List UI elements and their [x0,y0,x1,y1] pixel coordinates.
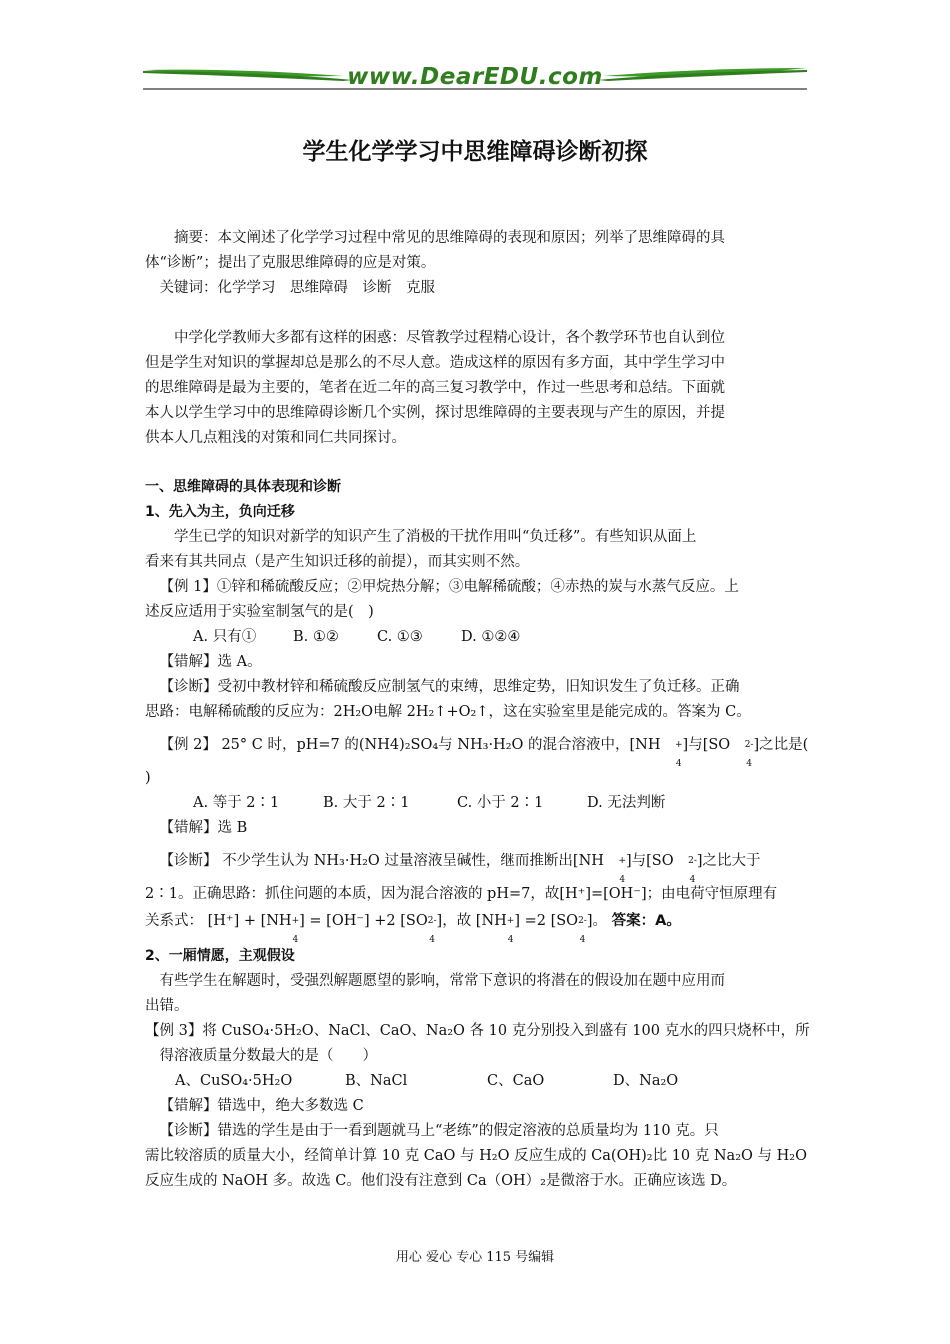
abstract-line: 摘要：本文阐述了化学学习过程中常见的思维障碍的表现和原因；列举了思维障碍的具 [174,230,725,246]
example-1-question: 【例 1】①锌和稀硫酸反应；②甲烷热分解；③电解稀硫酸；④赤热的炭与水蒸气反应。上 [159,579,739,595]
paragraph-line: 出错。 [145,998,189,1014]
ion-nh4: + 4 [506,916,515,945]
ion-nh4: + 4 [618,856,626,885]
ion-so4: $^{2-}$ 4 [427,916,437,945]
option: A. 等于 2∶1 [193,795,280,811]
diagnosis-line: 2∶1。正确思路：抓住问题的本质，因为混合溶液的 pH=7，故[H⁺]=[OH⁻]；由电荷守恒原理有 [145,886,778,902]
subsection-heading: 1、先入为主，负向迁移 [145,504,295,520]
subsection-heading: 2、一厢情愿，主观假设 [145,948,295,964]
option: A、CuSO₄·5H₂O [175,1073,293,1089]
intro-line: 本人以学生学习中的思维障碍诊断几个实例，探讨思维障碍的主要表现与产生的原因，并提 [145,405,725,421]
example-3-question: 得溶液质量分数最大的是（ ） [159,1048,377,1064]
example-1-options [145,625,810,650]
diagnosis-line: 思路：电解稀硫酸的反应为：2H₂O电解 2H₂↑+O₂↑，这在实验室里是能完成的。答案为 C。 [145,704,751,720]
option: B、NaCl [345,1073,408,1089]
ion-nh4: + 4 [291,916,300,945]
intro-line: 中学化学教师大多都有这样的困惑：尽管教学过程精心设计，各个教学环节也自认到位 [174,330,725,346]
paragraph-line: 看来有其共同点（是产生知识迁移的前提），而其实则不然。 [145,554,530,570]
wrong-answer: 【错解】选 A。 [159,654,262,670]
option: C. 小于 2∶1 [457,795,544,811]
page-footer: 用心 爱心 专心 115 号编辑 [395,1250,555,1265]
example-3-options [145,1069,810,1094]
option: C、CaO [487,1073,545,1089]
site-banner [143,62,807,92]
option: D、Na₂O [613,1073,679,1089]
diagnosis-line: 【诊断】受初中教材锌和稀硫酸反应制氢气的束缚，思维定势，旧知识发生了负迁移。正确 [159,679,740,695]
ion-nh4: + 4 [675,740,683,769]
option: B. ①② [293,629,339,645]
abstract-line: 体“诊断”；提出了克服思维障碍的应是对策。 [145,255,436,271]
intro-line: 供本人几点粗浅的对策和同仁共同探讨。 [145,430,406,446]
option: D. ①②④ [461,629,521,645]
example-2-question: 【例 2】 25° C 时，pH=7 的(NH4)₂SO₄与 NH₃·H₂O 的混合溶液中，[NH + 4 ]与[SO $^{2-}$ 4 ]之比是( [145,725,810,766]
diagnosis-line: 需比较溶质的质量大小，经简单计算 10 克 CaO 与 H₂O 反应生成的 Ca(OH)₂比 10 克 Na₂O 与 H₂O [145,1148,807,1164]
diagnosis-line: 关系式： [H⁺] + [NH+ 4 ] = [OH⁻] +2 [$SO^{2-}$ 4 ]，故 [NH+ 4 ] =2 [$SO^{2-}$ 4 ]。 答案：A。 [145,901,810,942]
answer: 答案：A。 [611,913,681,929]
document-body [145,226,810,1194]
diagnosis-line: 【诊断】 不少学生认为 NH₃·H₂O 过量溶液呈碱性，继而推断出[NH + 4 ]与[SO $^{2-}$ 4 ]之比大于 [145,841,810,882]
wrong-answer: 【错解】选 B [159,820,248,836]
option: C. ①③ [377,629,423,645]
intro-line: 但是学生对知识的掌握却总是那么的不尽人意。造成这样的原因有多方面，其中学生学习中 [145,355,725,371]
example-1-question: 述反应适用于实验室制氢气的是( ) [145,604,374,620]
keywords: 关键词：化学学习 思维障碍 诊断 克服 [159,280,435,296]
ion-so4: $^{2-}$ 4 [578,916,587,945]
page-title: 学生化学学习中思维障碍诊断初探 [302,139,648,165]
diagnosis-line: 【诊断】错选的学生是由于一看到题就马上“老练”的假定溶液的总质量均为 110 克。只 [159,1123,719,1139]
diagnosis-line: 反应生成的 NaOH 多。故选 C。他们没有注意到 Ca（OH）₂是微溶于水。正确应该选 D。 [145,1173,737,1189]
ion-so4: $^{2-}$ 4 [744,740,754,769]
ion-so4: $^{2-}$ 4 [688,856,697,885]
section-heading: 一、思维障碍的具体表现和诊断 [145,479,341,495]
example-3-question: 【例 3】将 CuSO₄·5H₂O、NaCl、CaO、Na₂O 各 10 克分别投入到盛有 100 克水的四只烧杯中，所 [145,1023,810,1039]
example-2-question: ) [145,770,151,786]
option: A. 只有① [193,629,257,645]
banner-logo-text: www.DearEDU.com [347,64,603,90]
option: B. 大于 2∶1 [323,795,410,811]
intro-line: 的思维障碍是最为主要的，笔者在近二年的高三复习教学中，作过一些思考和总结。下面就 [145,380,725,396]
paragraph-line: 学生已学的知识对新学的知识产生了消极的干扰作用叫“负迁移”。有些知识从面上 [174,529,697,545]
paragraph-line: 有些学生在解题时，受强烈解题愿望的影响，常常下意识的将潜在的假设加在题中应用而 [159,973,725,989]
wrong-answer: 【错解】错选中，绝大多数选 C [159,1098,364,1114]
example-2-options [145,791,810,816]
option: D. 无法判断 [587,795,666,811]
